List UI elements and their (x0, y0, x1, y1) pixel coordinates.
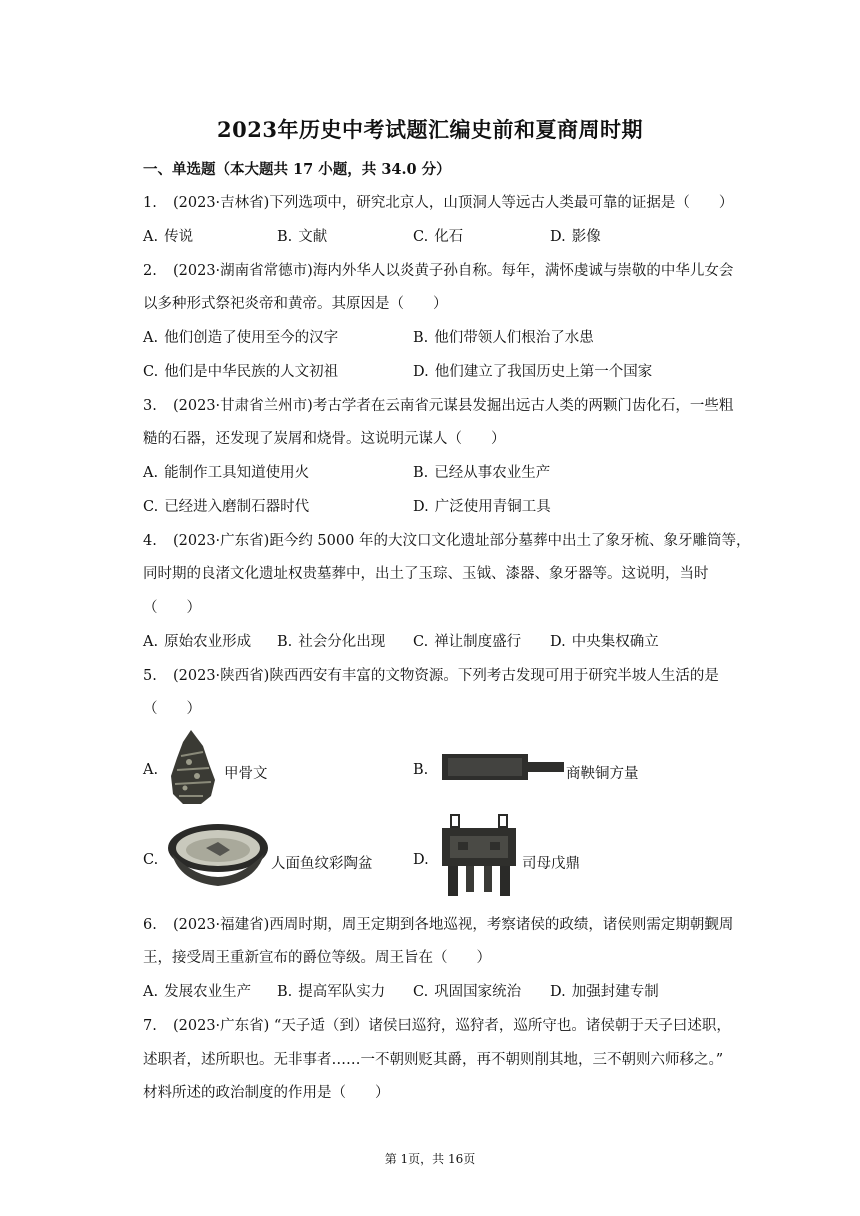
q1-option-c: C. 化石 (413, 229, 464, 245)
q5-option-a-label: A. (143, 762, 159, 778)
question-4-line-3: （ ） (143, 600, 201, 616)
q4-option-b: B. 社会分化出现 (277, 634, 386, 650)
question-3-line-2: 糙的石器，还发现了炭屑和烧骨。这说明元谋人（ ） (143, 431, 506, 447)
q4-option-d: D. 中央集权确立 (550, 634, 659, 650)
q6-option-b: B. 提高军队实力 (277, 984, 386, 1000)
q5-option-d-text: 司母戊鼎 (522, 856, 580, 872)
q2-option-a: A. 他们创造了使用至今的汉字 (143, 330, 339, 346)
question-5-line-1: 5. (2023·陕西省)陕西西安有丰富的文物资源。下列考古发现可用于研究半坡人生活的是 (143, 668, 719, 684)
page-title: 2023年历史中考试题汇编史前和夏商周时期 (217, 117, 643, 142)
q1-option-a: A. 传说 (143, 229, 194, 245)
q2-option-d: D. 他们建立了我国历史上第一个国家 (413, 364, 653, 380)
question-number: 1. (143, 195, 157, 211)
q2-option-b: B. 他们带领人们根治了水患 (413, 330, 594, 346)
question-number: 2. (143, 263, 157, 279)
question-5-line-2: （ ） (143, 701, 201, 717)
question-number: 4. (143, 533, 157, 549)
question-6-line-1: 6. (2023·福建省)西周时期，周王定期到各地巡视，考察诸侯的政绩，诸侯则需定期朝觐周 (143, 917, 734, 933)
bronze-measure-image (440, 752, 566, 782)
q1-option-d: D. 影像 (550, 229, 601, 245)
q5-option-c-label: C. (143, 852, 159, 868)
oracle-bone-image (163, 726, 223, 808)
question-7-line-3: 材料所述的政治制度的作用是（ ） (143, 1085, 390, 1101)
question-1-line-1: 1. (2023·吉林省)下列选项中，研究北京人，山顶洞人等远古人类最可靠的证据是（ ） (143, 195, 734, 211)
q6-option-a: A. 发展农业生产 (143, 984, 252, 1000)
question-2-line-2: 以多种形式祭祀炎帝和黄帝。其原因是（ ） (143, 296, 448, 312)
q6-option-c: C. 巩固国家统治 (413, 984, 522, 1000)
q6-option-d: D. 加强封建专制 (550, 984, 659, 1000)
question-number: 5. (143, 668, 157, 684)
q3-option-a: A. 能制作工具知道使用火 (143, 465, 310, 481)
q4-option-c: C. 禅让制度盛行 (413, 634, 522, 650)
q1-option-b: B. 文献 (277, 229, 328, 245)
q2-option-c: C. 他们是中华民族的人文初祖 (143, 364, 339, 380)
question-number: 7. (143, 1018, 157, 1034)
question-number: 6. (143, 917, 157, 933)
question-3-line-1: 3. (2023·甘肃省兰州市)考古学者在云南省元谋县发掘出远古人类的两颗门齿化石，一些粗 (143, 398, 734, 414)
q5-option-c-text: 人面鱼纹彩陶盆 (271, 856, 373, 872)
q5-option-a-text: 甲骨文 (224, 766, 268, 782)
q4-option-a: A. 原始农业形成 (143, 634, 252, 650)
q5-option-b-label: B. (413, 762, 429, 778)
q5-option-b-text: 商鞅铜方量 (566, 766, 639, 782)
section-heading: 一、单选题（本大题共 17 小题，共 34.0 分） (143, 161, 451, 178)
bronze-ding-image (438, 812, 520, 898)
pottery-basin-image (166, 820, 270, 890)
question-6-line-2: 王，接受周王重新宣布的爵位等级。周王旨在（ ） (143, 950, 491, 966)
question-4-line-2: 同时期的良渚文化遗址权贵墓葬中，出土了玉琮、玉钺、漆器、象牙器等。这说明，当时 (143, 566, 709, 582)
question-7-line-2: 述职者，述所职也。无非事者……一不朝则贬其爵，再不朝则削其地，三不朝则六师移之。” (143, 1052, 724, 1068)
q3-option-c: C. 已经进入磨制石器时代 (143, 499, 310, 515)
page-footer: 第 1页，共 16页 (384, 1152, 476, 1166)
question-4-line-1: 4. (2023·广东省)距今约 5000 年的大汶口文化遗址部分墓葬中出土了象牙梳、象牙雕筒等， (143, 533, 751, 549)
q3-option-d: D. 广泛使用青铜工具 (413, 499, 551, 515)
q3-option-b: B. 已经从事农业生产 (413, 465, 551, 481)
question-7-line-1: 7. (2023·广东省) “天子适（到）诸侯曰巡狩，巡狩者，巡所守也。诸侯朝于天子曰述职， (143, 1018, 731, 1034)
q5-option-d-label: D. (413, 852, 429, 868)
question-number: 3. (143, 398, 157, 414)
question-2-line-1: 2. (2023·湖南省常德市)海内外华人以炎黄子孙自称。每年，满怀虔诚与崇敬的中华儿女会 (143, 263, 734, 279)
